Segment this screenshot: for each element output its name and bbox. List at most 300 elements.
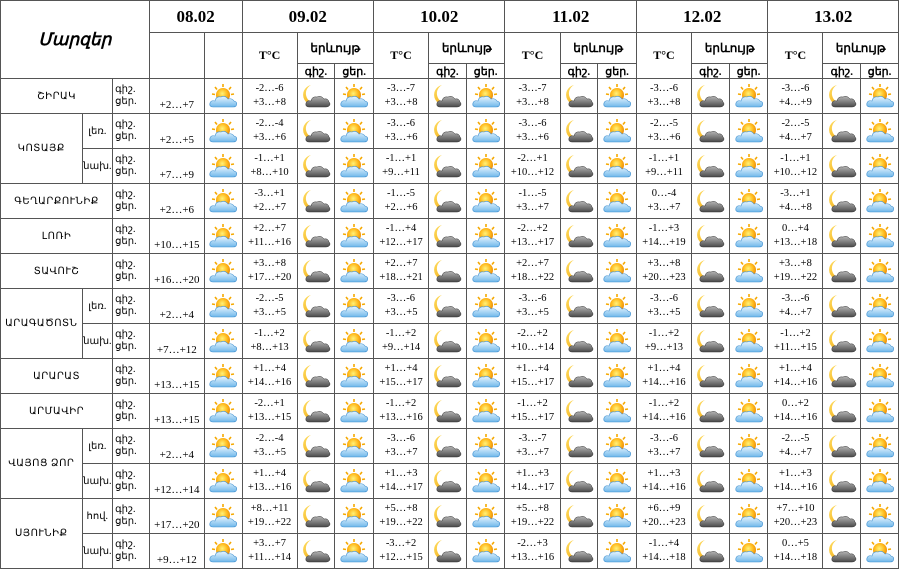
temp-range [636, 114, 691, 149]
moon-cloud-icon [823, 394, 861, 429]
moon-cloud-icon [297, 149, 335, 184]
temp-range [636, 219, 691, 254]
night-temp: -3…-6 [387, 293, 416, 304]
region-subzone: լեռ. [82, 289, 113, 324]
night-temp: -1…+2 [385, 398, 417, 409]
temp-range: +2…+6 [149, 184, 204, 219]
temp-range [636, 254, 691, 289]
temp-range [636, 149, 691, 184]
sun-cloud-icon [729, 464, 768, 499]
day-temp: +4…+8 [779, 202, 812, 213]
day-temp: +10…+12 [510, 167, 555, 178]
table-row [1, 429, 899, 464]
period-day: ցեր. [115, 306, 137, 317]
night-temp: -3…+1 [780, 188, 811, 199]
night-header: գիշ. [691, 64, 729, 79]
moon-cloud-icon [560, 254, 598, 289]
day-temp: +13…+16 [379, 412, 423, 423]
sun-cloud-icon [729, 534, 768, 569]
temp-range [636, 464, 691, 499]
sun-cloud-icon [598, 254, 637, 289]
sun-cloud-icon [335, 534, 374, 569]
region-name: ԳԵՂԱՐՔՈՒՆԻՔ [1, 184, 113, 219]
temp-range [374, 149, 429, 184]
night-temp: -2…+2 [517, 328, 548, 339]
night-temp: -1…+2 [648, 328, 680, 339]
date-header: 08.02 [149, 1, 242, 33]
night-temp: +1…+3 [647, 468, 681, 479]
moon-cloud-icon [429, 429, 467, 464]
sun-cloud-icon [861, 254, 899, 289]
night-temp: +1…+4 [253, 363, 286, 374]
moon-cloud-icon [823, 184, 861, 219]
temp-range [768, 464, 823, 499]
sun-cloud-icon [204, 499, 242, 534]
period-night: գիշ. [115, 259, 136, 270]
sun-cloud-icon [204, 464, 242, 499]
region-subzone: նախ. [82, 324, 113, 359]
moon-cloud-icon [823, 324, 861, 359]
night-temp: -2…-5 [649, 118, 678, 129]
sun-cloud-icon [729, 429, 768, 464]
region-name: ՏԱՎՈՒՇ [1, 254, 113, 289]
day-temp: +14…+16 [642, 412, 686, 423]
moon-cloud-icon [691, 289, 729, 324]
day-temp: +14…+18 [642, 552, 686, 563]
night-temp: -3…-6 [387, 118, 416, 129]
night-temp: +1…+4 [516, 363, 549, 374]
day-temp: +14…+16 [247, 377, 292, 388]
sun-cloud-icon [729, 324, 768, 359]
night-temp: +3…+7 [253, 538, 286, 549]
day-temp: +20…+23 [642, 517, 686, 528]
temp-range [768, 499, 823, 534]
night-temp: -2…-5 [781, 433, 810, 444]
temp-range [636, 359, 691, 394]
day-temp: +3…+5 [516, 307, 549, 318]
night-temp: -2…+2 [517, 223, 548, 234]
day-header: ցեր. [466, 64, 505, 79]
day-temp: +4…+7 [779, 307, 812, 318]
moon-cloud-icon [823, 464, 861, 499]
night-temp: -3…-6 [387, 433, 416, 444]
day-temp: +19…+22 [773, 272, 818, 283]
moon-cloud-icon [691, 114, 729, 149]
moon-cloud-icon [823, 219, 861, 254]
period-day: ցեր. [115, 341, 137, 352]
date-header: 13.02 [768, 1, 899, 33]
sun-cloud-icon [335, 114, 374, 149]
temp-range [242, 534, 297, 569]
temp-range [242, 79, 297, 114]
day-temp: +4…+7 [779, 447, 812, 458]
moon-cloud-icon [823, 114, 861, 149]
temp-range [768, 324, 823, 359]
night-temp: +1…+4 [253, 468, 286, 479]
moon-cloud-icon [691, 359, 729, 394]
night-temp: -1…+4 [385, 223, 417, 234]
moon-cloud-icon [823, 429, 861, 464]
moon-cloud-icon [691, 219, 729, 254]
moon-cloud-icon [823, 254, 861, 289]
moon-cloud-icon [297, 219, 335, 254]
sun-cloud-icon [204, 219, 242, 254]
sun-cloud-icon [335, 324, 374, 359]
period-night: գիշ. [115, 434, 136, 445]
moon-cloud-icon [297, 254, 335, 289]
night-temp: -2…-6 [255, 83, 284, 94]
region-name: ԼՈՌԻ [1, 219, 113, 254]
day-temp: +8…+13 [250, 342, 289, 353]
sun-cloud-icon [204, 79, 242, 114]
sun-cloud-icon [729, 184, 768, 219]
sun-cloud-icon [335, 499, 374, 534]
sun-cloud-icon [466, 394, 505, 429]
night-temp: +3…+8 [647, 258, 681, 269]
region-subzone: նախ. [82, 464, 113, 499]
night-temp: -1…+1 [385, 153, 417, 164]
temp-range [374, 359, 429, 394]
night-temp: -3…+2 [385, 538, 417, 549]
sun-cloud-icon [729, 114, 768, 149]
sun-cloud-icon [861, 184, 899, 219]
temp-range [242, 219, 297, 254]
temp-range [636, 429, 691, 464]
night-temp: -3…-6 [781, 83, 810, 94]
night-temp: -1…+2 [385, 328, 417, 339]
sun-cloud-icon [861, 79, 899, 114]
day-temp: +15…+17 [510, 377, 555, 388]
sun-cloud-icon [335, 79, 374, 114]
temp-range [374, 499, 429, 534]
table-row [1, 254, 899, 289]
temp-range [768, 289, 823, 324]
day-temp: +14…+17 [379, 482, 423, 493]
moon-cloud-icon [691, 324, 729, 359]
table-row [1, 534, 899, 569]
temp-range [505, 324, 560, 359]
empty-header-cell [149, 33, 204, 79]
moon-cloud-icon [691, 429, 729, 464]
day-temp: +19…+22 [510, 517, 555, 528]
sun-cloud-icon [466, 359, 505, 394]
night-temp: +5…+8 [516, 503, 549, 514]
moon-cloud-icon [560, 149, 598, 184]
period-night: գիշ. [115, 329, 136, 340]
night-temp: -3…-6 [518, 118, 547, 129]
moon-cloud-icon [429, 394, 467, 429]
sun-cloud-icon [598, 359, 637, 394]
sun-cloud-icon [335, 254, 374, 289]
region-subzone: լեռ. [82, 114, 113, 149]
table-row [1, 219, 899, 254]
day-temp: +3…+7 [384, 447, 418, 458]
moon-cloud-icon [691, 534, 729, 569]
temp-range [242, 289, 297, 324]
day-temp: +9…+14 [381, 342, 421, 353]
sun-cloud-icon [729, 219, 768, 254]
sun-cloud-icon [335, 149, 374, 184]
sun-cloud-icon [204, 324, 242, 359]
temp-range [505, 184, 560, 219]
period-day: ցեր. [115, 131, 137, 142]
day-temp: +18…+22 [510, 272, 555, 283]
sun-cloud-icon [466, 149, 505, 184]
day-temp: +3…+7 [516, 202, 549, 213]
table-row [1, 324, 899, 359]
temp-range [242, 499, 297, 534]
sun-cloud-icon [598, 464, 637, 499]
sun-cloud-icon [729, 79, 768, 114]
night-header: գիշ. [429, 64, 467, 79]
period-night: գիշ. [115, 154, 136, 165]
period-day: ցեր. [115, 551, 137, 562]
day-temp: +3…+5 [384, 307, 418, 318]
night-temp: +1…+4 [647, 363, 681, 374]
day-temp: +9…+11 [645, 167, 683, 178]
temp-header: T°C [242, 33, 297, 79]
temp-range: +13…+15 [149, 394, 204, 429]
day-temp: +3…+6 [647, 132, 681, 143]
day-temp: +11…+15 [773, 342, 817, 353]
temp-range [242, 359, 297, 394]
night-temp: -1…+1 [648, 153, 680, 164]
period-night: գիշ. [115, 119, 136, 130]
sun-cloud-icon [729, 254, 768, 289]
day-temp: +18…+21 [379, 272, 423, 283]
sun-cloud-icon [861, 359, 899, 394]
period-labels [113, 219, 150, 254]
period-night: գիշ. [115, 224, 136, 235]
temp-range: +2…+4 [149, 429, 204, 464]
temp-range: +13…+15 [149, 359, 204, 394]
temp-range [505, 534, 560, 569]
temp-range [505, 464, 560, 499]
sun-cloud-icon [204, 429, 242, 464]
day-temp: +3…+5 [253, 447, 286, 458]
moon-cloud-icon [429, 289, 467, 324]
moon-cloud-icon [297, 394, 335, 429]
temp-range [768, 149, 823, 184]
night-temp: -2…-4 [255, 118, 284, 129]
empty-header-cell [204, 33, 242, 79]
moon-cloud-icon [691, 184, 729, 219]
sun-cloud-icon [204, 114, 242, 149]
day-temp: +2…+6 [384, 202, 418, 213]
phenomena-header: երևույթ [823, 33, 899, 64]
moon-cloud-icon [429, 219, 467, 254]
night-temp: -1…+3 [648, 223, 680, 234]
moon-cloud-icon [560, 499, 598, 534]
night-temp: -1…+2 [780, 328, 811, 339]
sun-cloud-icon [598, 79, 637, 114]
moon-cloud-icon [297, 359, 335, 394]
night-temp: +1…+3 [516, 468, 549, 479]
night-temp: -1…+2 [648, 398, 680, 409]
night-temp: -3…-7 [518, 83, 547, 94]
night-temp: +1…+4 [779, 363, 812, 374]
night-temp: -1…+4 [648, 538, 680, 549]
sun-cloud-icon [729, 394, 768, 429]
day-temp: +3…+5 [253, 307, 286, 318]
temp-header: T°C [768, 33, 823, 79]
period-night: գիշ. [115, 504, 136, 515]
day-header: ցեր. [729, 64, 768, 79]
night-temp: -3…-6 [781, 293, 810, 304]
temp-header: T°C [505, 33, 560, 79]
moon-cloud-icon [429, 534, 467, 569]
night-temp: -2…+1 [254, 398, 285, 409]
period-night: գիշ. [115, 364, 136, 375]
period-day: ցեր. [115, 96, 137, 107]
period-labels [113, 149, 150, 184]
sun-cloud-icon [204, 359, 242, 394]
day-temp: +11…+14 [248, 552, 292, 563]
night-temp: -2…-5 [255, 293, 284, 304]
night-temp: +8…+11 [250, 503, 289, 514]
day-temp: +13…+18 [773, 237, 818, 248]
sun-cloud-icon [861, 394, 899, 429]
moon-cloud-icon [429, 254, 467, 289]
temp-range [374, 429, 429, 464]
sun-cloud-icon [466, 289, 505, 324]
day-temp: +3…+7 [516, 447, 549, 458]
phenomena-header: երևույթ [429, 33, 505, 64]
day-temp: +19…+22 [379, 517, 423, 528]
day-temp: +14…+16 [773, 412, 818, 423]
night-temp: -3…-7 [387, 83, 416, 94]
sun-cloud-icon [466, 79, 505, 114]
period-day: ցեր. [115, 446, 137, 457]
sun-cloud-icon [466, 219, 505, 254]
date-header: 10.02 [374, 1, 505, 33]
moon-cloud-icon [560, 464, 598, 499]
moon-cloud-icon [560, 429, 598, 464]
period-night: գիշ. [115, 539, 136, 550]
temp-range [242, 464, 297, 499]
table-row [1, 149, 899, 184]
temp-range [505, 429, 560, 464]
period-labels [113, 499, 150, 534]
phenomena-header: երևույթ [560, 33, 636, 64]
sun-cloud-icon [335, 429, 374, 464]
day-temp: +4…+9 [779, 97, 812, 108]
night-temp: +1…+3 [384, 468, 418, 479]
moon-cloud-icon [823, 534, 861, 569]
day-temp: +10…+12 [773, 167, 818, 178]
moon-cloud-icon [297, 79, 335, 114]
moon-cloud-icon [560, 534, 598, 569]
sun-cloud-icon [204, 534, 242, 569]
period-day: ցեր. [115, 166, 137, 177]
day-temp: +3…+8 [253, 97, 286, 108]
night-temp: -1…-5 [387, 188, 416, 199]
sun-cloud-icon [861, 219, 899, 254]
period-day: ցեր. [115, 516, 137, 527]
temp-range [374, 324, 429, 359]
sun-cloud-icon [598, 429, 637, 464]
period-night: գիշ. [115, 469, 136, 480]
temp-range [374, 394, 429, 429]
day-temp: +12…+15 [379, 552, 423, 563]
temp-range [505, 499, 560, 534]
period-day: ցեր. [115, 236, 137, 247]
table-row [1, 464, 899, 499]
sun-cloud-icon [466, 254, 505, 289]
moon-cloud-icon [297, 464, 335, 499]
sun-cloud-icon [466, 184, 505, 219]
moon-cloud-icon [823, 79, 861, 114]
moon-cloud-icon [297, 184, 335, 219]
night-temp: -2…-5 [781, 118, 810, 129]
sun-cloud-icon [204, 394, 242, 429]
sun-cloud-icon [598, 324, 637, 359]
sun-cloud-icon [466, 534, 505, 569]
temp-range [636, 324, 691, 359]
night-temp: -3…-6 [649, 293, 678, 304]
phenomena-header: երևույթ [297, 33, 373, 64]
day-temp: +3…+8 [384, 97, 418, 108]
night-temp: 0…+4 [781, 223, 809, 234]
region-name: ԱՐՄԱՎԻՐ [1, 394, 113, 429]
period-day: ցեր. [115, 481, 137, 492]
day-temp: +12…+17 [379, 237, 423, 248]
moon-cloud-icon [429, 464, 467, 499]
moon-cloud-icon [560, 359, 598, 394]
temp-range [242, 429, 297, 464]
day-temp: +15…+17 [510, 412, 555, 423]
temp-range [374, 254, 429, 289]
temp-range [505, 289, 560, 324]
phenomena-header: երևույթ [691, 33, 767, 64]
sun-cloud-icon [598, 184, 637, 219]
moon-cloud-icon [560, 394, 598, 429]
region-name: ՍՅՈՒՆԻՔ [1, 499, 83, 569]
temp-range [242, 324, 297, 359]
day-header: ցեր. [598, 64, 637, 79]
day-temp: +13…+17 [510, 237, 555, 248]
night-temp: +1…+3 [779, 468, 812, 479]
sun-cloud-icon [204, 149, 242, 184]
moon-cloud-icon [823, 149, 861, 184]
period-labels [113, 324, 150, 359]
moon-cloud-icon [691, 464, 729, 499]
night-temp: +2…+7 [253, 223, 286, 234]
sun-cloud-icon [729, 499, 768, 534]
moon-cloud-icon [297, 429, 335, 464]
moon-cloud-icon [823, 289, 861, 324]
day-temp: +3…+8 [516, 97, 549, 108]
day-header: ցեր. [861, 64, 899, 79]
sun-cloud-icon [598, 394, 637, 429]
day-header: ցեր. [335, 64, 374, 79]
temp-range: +9…+12 [149, 534, 204, 569]
moon-cloud-icon [429, 359, 467, 394]
sun-cloud-icon [861, 149, 899, 184]
table-row [1, 184, 899, 219]
temp-range [768, 359, 823, 394]
night-temp: -2…-4 [255, 433, 284, 444]
temp-header: T°C [374, 33, 429, 79]
day-temp: +14…+16 [642, 482, 686, 493]
temp-range [636, 289, 691, 324]
temp-range [374, 219, 429, 254]
day-temp: +11…+16 [248, 237, 292, 248]
night-header: գիշ. [823, 64, 861, 79]
temp-range [768, 429, 823, 464]
temp-range: +10…+15 [149, 219, 204, 254]
sun-cloud-icon [204, 289, 242, 324]
